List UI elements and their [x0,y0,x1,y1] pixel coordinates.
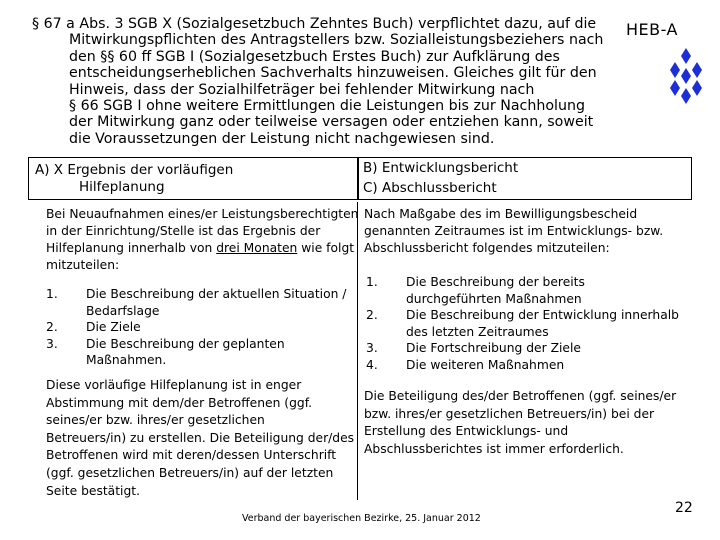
column-a-closing [46,377,354,500]
intro-line: § 66 SGB I ohne weitere Ermittlungen die Leistungen bis zur Nachholung [69,98,585,115]
intro-line: entscheidungserheblichen Sachverhalts hinzuweisen. Gleiches gilt für den [69,65,597,82]
text-line: Erstellung des Entwicklungs- und [364,424,569,439]
list-item-cont [366,291,679,308]
text-line: Diese vorläufige Hilfeplanung ist in enger [46,378,302,392]
text-line: Abschlussberichtes ist immer erforderlich. [364,441,624,456]
list-item [46,319,346,336]
text-line: mitzuteilen: [46,258,120,272]
list-item-cont [366,324,679,341]
text-line: Nach Maßgabe des im Bewilligungsbescheid [364,207,638,221]
text-line: seines/er bzw. ihres/er gesetzlichen [46,413,265,428]
text-line: Seite bestätigt. [46,483,140,498]
intro-line: § 67 a Abs. 3 SGB X (Sozialgesetzbuch Zehntes Buch) verpflichtet dazu, auf die [32,16,597,32]
list-number: 3. [366,341,378,355]
list-item [366,274,679,291]
list-item [366,357,679,374]
column-b-closing [364,388,676,458]
list-text: des letzten Zeitraumes [406,324,549,339]
list-number: 2. [366,308,378,322]
text-line: Abstimmung mit dem/der Betroffenen (ggf. [46,395,313,410]
list-number: 2. [46,320,58,334]
page-number: 22 [675,500,693,516]
column-b-list [366,274,679,373]
column-a-list [46,286,346,369]
list-item [46,336,346,353]
list-item [366,307,679,324]
list-text: durchgeführten Maßnahmen [406,291,582,306]
list-text: Bedarfslage [86,303,160,318]
list-text: Die Beschreibung der Entwicklung innerhalb [406,308,679,322]
list-number: 1. [366,275,378,289]
intro-line: Hinweis, dass der Sozialhilfeträger bei fehlender Mitwirkung nach [69,81,535,98]
text-line: Abschlussbericht folgendes mitzuteilen: [364,241,610,255]
list-item-cont [46,352,346,369]
list-item-cont [46,303,346,320]
list-text: Die Fortschreibung der Ziele [406,341,581,355]
bezirke-logo-icon [664,44,708,110]
text-span: Hilfeplanung innerhalb von [46,241,217,255]
list-text: Die Ziele [86,320,141,334]
list-number: 4. [366,357,378,372]
text-line: Bei Neuaufnahmen eines/er Leistungsberechtigten [46,207,359,221]
list-text: Die Beschreibung der aktuellen Situation / [86,287,347,301]
text-line: (ggf. gesetzlichen Betreuers/in) auf der letzten [46,465,334,480]
text-line: genannten Zeitraumes ist im Entwicklungs- bzw. [364,224,664,238]
text-line: in der Einrichtung/Stelle ist das Ergebnis der [46,224,321,238]
list-text: Die Beschreibung der geplanten [86,336,285,351]
column-a-intro [46,206,358,274]
intro-line: die Voraussetzungen der Leistung nicht nachgewiesen sind. [69,130,495,147]
list-text: Maßnahmen. [86,353,167,367]
underlined-deadline: drei Monaten [216,241,298,255]
intro-line: Mitwirkungspflichten des Antragstellers bzw. Sozialleistungsbeziehers nach [69,32,604,49]
list-text: Die weiteren Maßnahmen [406,357,565,372]
list-item [366,340,679,357]
intro-line: den §§ 60 ff SGB I (Sozialgesetzbuch Erstes Buch) zur Aufklärung des [69,48,560,65]
text-line: bzw. ihres/er gesetzlichen Betreuers/in) bei der [364,406,655,421]
column-b-header [358,157,692,200]
footer-text: Verband der bayerischen Bezirke, 25. Januar 2012 [242,513,481,524]
list-number: 3. [46,336,58,351]
form-code-badge: HEB-A [626,20,678,39]
text-line: Betroffenen wird mit deren/dessen Unterschrift [46,448,337,463]
list-item [46,286,346,303]
column-b-title: B) Entwicklungsbericht [363,160,519,176]
column-c-title: C) Abschlussbericht [363,180,497,196]
text-span: wie folgt [297,241,355,255]
intro-line: der Mitwirkung ganz oder teilweise versagen oder entziehen kann, soweit [69,114,594,131]
column-a-title: A) X Ergebnis der vorläufigen [35,162,234,178]
column-b-intro [364,206,663,257]
column-a-header [28,157,358,200]
text-line: Die Beteiligung des/der Betroffenen (ggf. seines/er [364,389,677,403]
intro-paragraph [32,16,607,147]
text-line: Betreuers/in) zu erstellen. Die Beteiligung der/des [46,430,355,445]
column-a-title-cont: Hilfeplanung [79,179,165,195]
list-number: 1. [46,287,58,301]
list-text: Die Beschreibung der bereits [406,275,585,289]
text-line [46,240,358,257]
